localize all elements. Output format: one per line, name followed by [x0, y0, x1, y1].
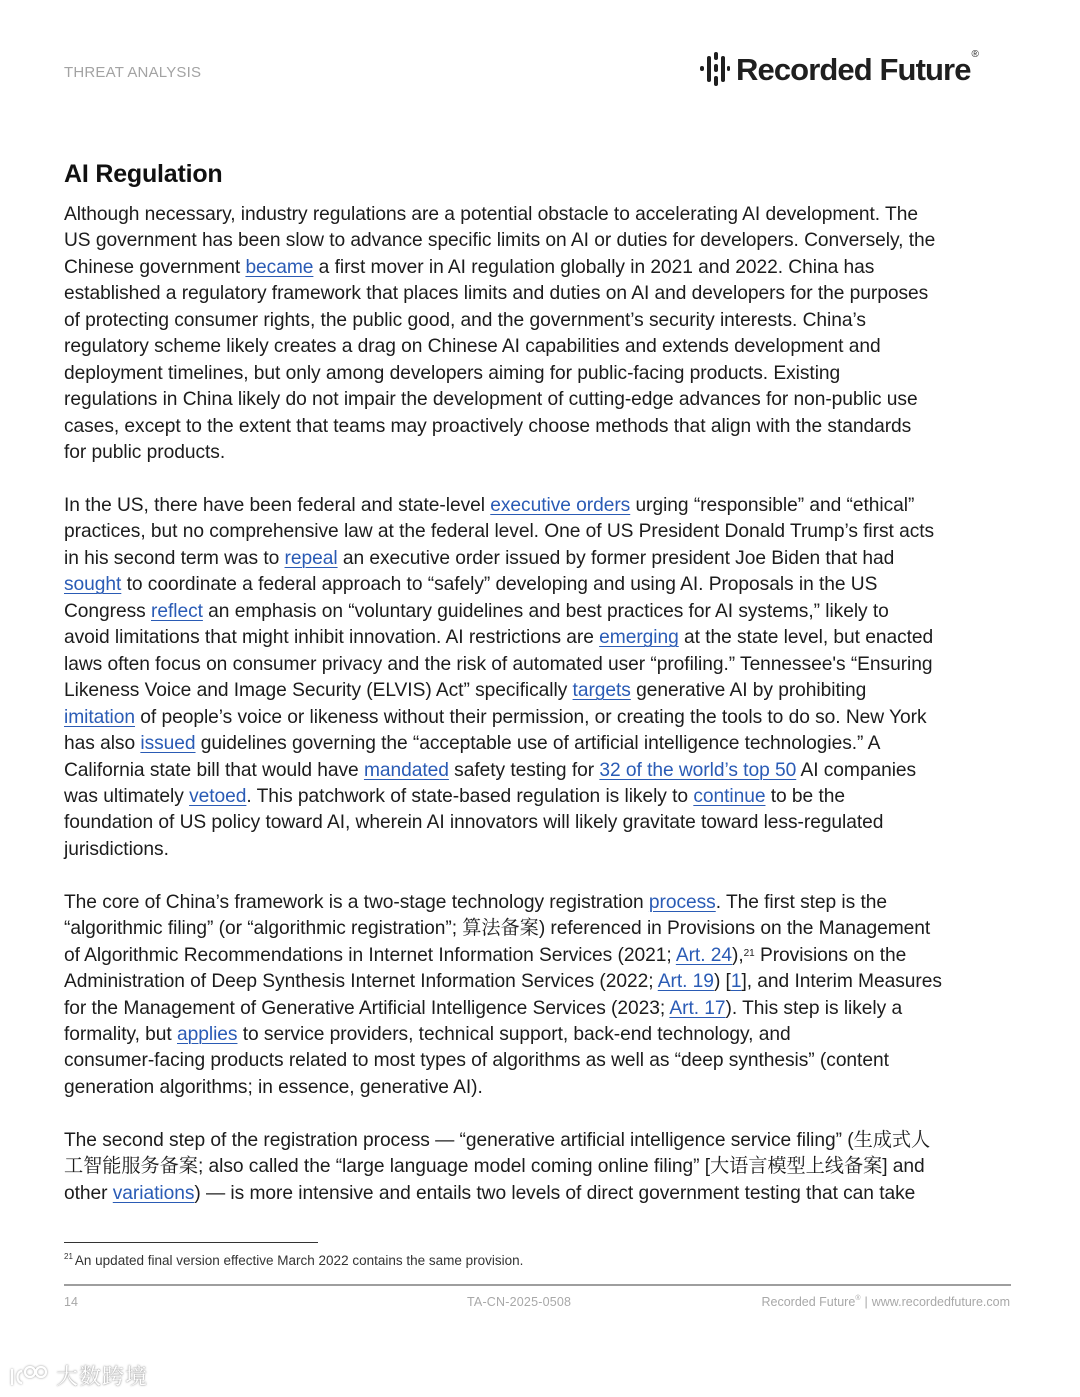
watermark-text: 大数跨境: [56, 1365, 149, 1390]
footnote-text: An updated final version effective March 2022 contains the same provision.: [74, 1253, 524, 1268]
inline-link[interactable]: repeal: [284, 547, 338, 569]
text-line: [64, 334, 1024, 360]
inline-link[interactable]: vetoed: [189, 785, 247, 807]
footer-brand-name: Recorded Future: [761, 1295, 856, 1309]
text-line: [64, 969, 1024, 995]
inline-link[interactable]: Art. 19: [657, 971, 714, 993]
header-section-label: THREAT ANALYSIS: [64, 64, 202, 81]
text-segment: consumer-facing products related to most types of algorithms as well as “deep synthesis” (content: [64, 1050, 889, 1072]
inline-link[interactable]: 32 of the world’s top 50: [599, 759, 797, 781]
paragraph-second-step: [64, 1128, 1024, 1207]
text-segment: has also: [64, 733, 141, 755]
text-line: [64, 202, 1024, 228]
text-segment: laws often focus on consumer privacy and the risk of automated user “profiling.” Tennessee's “Ensuring: [64, 653, 933, 675]
text-segment: ], and Interim Measures: [741, 971, 942, 993]
text-line: [64, 943, 1024, 969]
text-segment: The core of China’s framework is a two-stage technology registration: [64, 891, 649, 913]
text-line: [64, 678, 1024, 704]
text-segment: US government has been slow to advance specific limits on AI or duties for developers. Conversely, the: [64, 230, 936, 252]
text-line: [64, 810, 1024, 836]
inline-link[interactable]: became: [245, 256, 314, 278]
text-segment: regulatory scheme likely creates a drag on Chinese AI capabilities and extends development and: [64, 336, 881, 358]
text-segment: to service providers, technical support, back-end technology, and: [237, 1024, 791, 1046]
inline-link[interactable]: process: [648, 891, 716, 913]
text-segment: to coordinate a federal approach to “safely” developing and using AI. Proposals in the US: [121, 574, 878, 596]
text-line: [64, 1048, 1024, 1074]
inline-link[interactable]: reflect: [151, 600, 203, 622]
text-segment: ) [: [713, 971, 731, 993]
text-segment: of Algorithmic Recommendations in Internet Information Services (2021;: [64, 944, 676, 966]
text-line: [64, 652, 1024, 678]
text-segment: 工智能服务备案; also called the “large language model coming online filing” [大语言模型上线备案] and: [64, 1156, 925, 1178]
text-segment: formality, but: [64, 1024, 177, 1046]
inline-link[interactable]: variations: [112, 1182, 195, 1204]
inline-link[interactable]: issued: [140, 733, 196, 755]
text-line: [64, 1128, 1024, 1154]
text-segment: Congress: [64, 600, 151, 622]
text-segment: avoid limitations that might inhibit innovation. AI restrictions are: [64, 627, 600, 649]
footnote-divider: [64, 1242, 318, 1243]
text-segment: of protecting consumer rights, the public good, and the government’s security interests. China’s: [64, 309, 866, 331]
text-line: [64, 705, 1024, 731]
text-line: [64, 255, 1024, 281]
inline-link[interactable]: Art. 24: [675, 944, 733, 966]
watermark-logo-icon: [8, 1363, 52, 1389]
text-segment: for public products.: [64, 442, 226, 464]
text-segment: Likeness Voice and Image Security (ELVIS) Act” specifically: [64, 680, 573, 702]
text-segment: California state bill that would have: [64, 759, 364, 781]
text-segment: generation algorithms; in essence, generative AI).: [64, 1076, 483, 1098]
text-segment: Administration of Deep Synthesis Internet Information Services (2022;: [64, 971, 658, 993]
text-line: [64, 758, 1024, 784]
inline-link[interactable]: targets: [572, 680, 631, 702]
main-content: [64, 156, 1024, 1207]
text-segment: guidelines governing the “acceptable use of artificial intelligence technologies.” A: [195, 733, 881, 755]
text-segment: regulations in China likely do not impair the development of cutting-edge advances for non-public use: [64, 389, 918, 411]
paragraph-china-regulation-overview: [64, 202, 1024, 467]
inline-link[interactable]: applies: [177, 1024, 238, 1046]
text-segment: jurisdictions.: [64, 838, 169, 860]
text-line: [64, 519, 1024, 545]
footer-website-link[interactable]: www.recordedfuture.com: [871, 1295, 1010, 1309]
text-segment: for the Management of Generative Artificial Intelligence Services (2023;: [64, 997, 670, 1019]
text-segment: practices, but no comprehensive law at the federal level. One of US President Donald Trump’s first acts: [64, 521, 935, 543]
text-segment: ). This step is likely a: [725, 997, 903, 1019]
text-line: [64, 837, 1024, 863]
footnote-reference[interactable]: 21: [743, 947, 755, 959]
inline-link[interactable]: executive orders: [490, 494, 631, 516]
text-line: [64, 361, 1024, 387]
footer-brand: Recorded Future® | www.recordedfuture.com: [761, 1295, 1010, 1309]
text-line: [64, 890, 1024, 916]
text-line: [64, 731, 1024, 757]
text-segment: AI companies: [796, 759, 917, 781]
inline-link[interactable]: sought: [64, 574, 122, 596]
page-number: 14: [64, 1295, 78, 1309]
text-segment: foundation of US policy toward AI, wherein AI innovators will likely gravitate toward less-regulated: [64, 812, 884, 834]
text-line: [64, 387, 1024, 413]
text-segment: in his second term was to: [64, 547, 285, 569]
document-code: TA-CN-2025-0508: [467, 1295, 572, 1309]
text-segment: safety testing for: [448, 759, 600, 781]
text-line: [64, 572, 1024, 598]
footer-separator: |: [864, 1295, 868, 1309]
section-title: AI Regulation: [64, 160, 223, 188]
text-segment: was ultimately: [64, 785, 190, 807]
inline-link[interactable]: 1: [730, 971, 742, 993]
inline-link[interactable]: Art. 17: [669, 997, 726, 1019]
paragraph-china-framework: [64, 890, 1024, 1102]
text-segment: other: [64, 1182, 113, 1204]
text-segment: . This patchwork of state-based regulation is likely to: [246, 785, 694, 807]
text-segment: an emphasis on “voluntary guidelines and best practices for AI systems,” likely to: [202, 600, 889, 622]
text-line: [64, 1075, 1024, 1101]
text-segment: at the state level, but enacted: [678, 627, 934, 649]
text-segment: ),: [732, 944, 744, 966]
logo-wordmark: Recorded Future®: [736, 48, 978, 87]
text-segment: In the US, there have been federal and state-level: [64, 494, 491, 516]
inline-link[interactable]: continue: [693, 785, 766, 807]
inline-link[interactable]: emerging: [599, 627, 679, 649]
text-segment: “algorithmic filing” (or “algorithmic registration”; 算法备案) referenced in Provisions on the Management: [64, 918, 931, 940]
text-segment: The second step of the registration process — “generative artificial intelligence service filing” (生成式人: [64, 1129, 931, 1151]
text-line: [64, 546, 1024, 572]
text-segment: a first mover in AI regulation globally in 2021 and 2022. China has: [313, 256, 875, 278]
text-line: [64, 1154, 1024, 1180]
text-segment: to be the: [765, 785, 845, 807]
text-line: [64, 440, 1024, 466]
text-segment: of people’s voice or likeness without their permission, or creating the tools to do so. New York: [135, 706, 927, 728]
recorded-future-logo-icon: [700, 50, 730, 88]
text-segment: Provisions on the: [754, 944, 907, 966]
text-line: [64, 281, 1024, 307]
text-line: [64, 996, 1024, 1022]
footnote: [64, 1253, 523, 1268]
paragraph-us-regulation: [64, 493, 1024, 863]
text-line: [64, 1022, 1024, 1048]
text-line: [64, 625, 1024, 651]
text-line: [64, 1181, 1024, 1207]
text-segment: ) — is more intensive and entails two levels of direct government testing that can take: [194, 1182, 916, 1204]
footnote-number: 21: [64, 1252, 73, 1261]
text-segment: established a regulatory framework that places limits and duties on AI and developers for the purposes: [64, 283, 929, 305]
text-segment: an executive order issued by former president Joe Biden that had: [337, 547, 895, 569]
text-segment: Although necessary, industry regulations are a potential obstacle to accelerating AI development. The: [64, 204, 918, 225]
inline-link[interactable]: imitation: [64, 706, 135, 728]
text-segment: generative AI by prohibiting: [630, 680, 867, 702]
text-line: [64, 784, 1024, 810]
text-line: [64, 228, 1024, 254]
text-line: [64, 493, 1024, 519]
inline-link[interactable]: mandated: [363, 759, 449, 781]
recorded-future-logo: [700, 48, 978, 90]
footer-divider: [64, 1284, 1011, 1286]
text-segment: cases, except to the extent that teams may proactively choose methods that align with the standards: [64, 415, 912, 437]
text-line: [64, 308, 1024, 334]
text-segment: urging “responsible” and “ethical”: [630, 494, 915, 516]
text-line: [64, 916, 1024, 942]
watermark: [8, 1360, 148, 1391]
text-segment: Chinese government: [64, 256, 246, 278]
text-line: [64, 599, 1024, 625]
text-segment: deployment timelines, but only among developers aiming for public-facing products. Existing: [64, 362, 841, 384]
text-segment: . The first step is the: [715, 891, 887, 913]
text-line: [64, 414, 1024, 440]
